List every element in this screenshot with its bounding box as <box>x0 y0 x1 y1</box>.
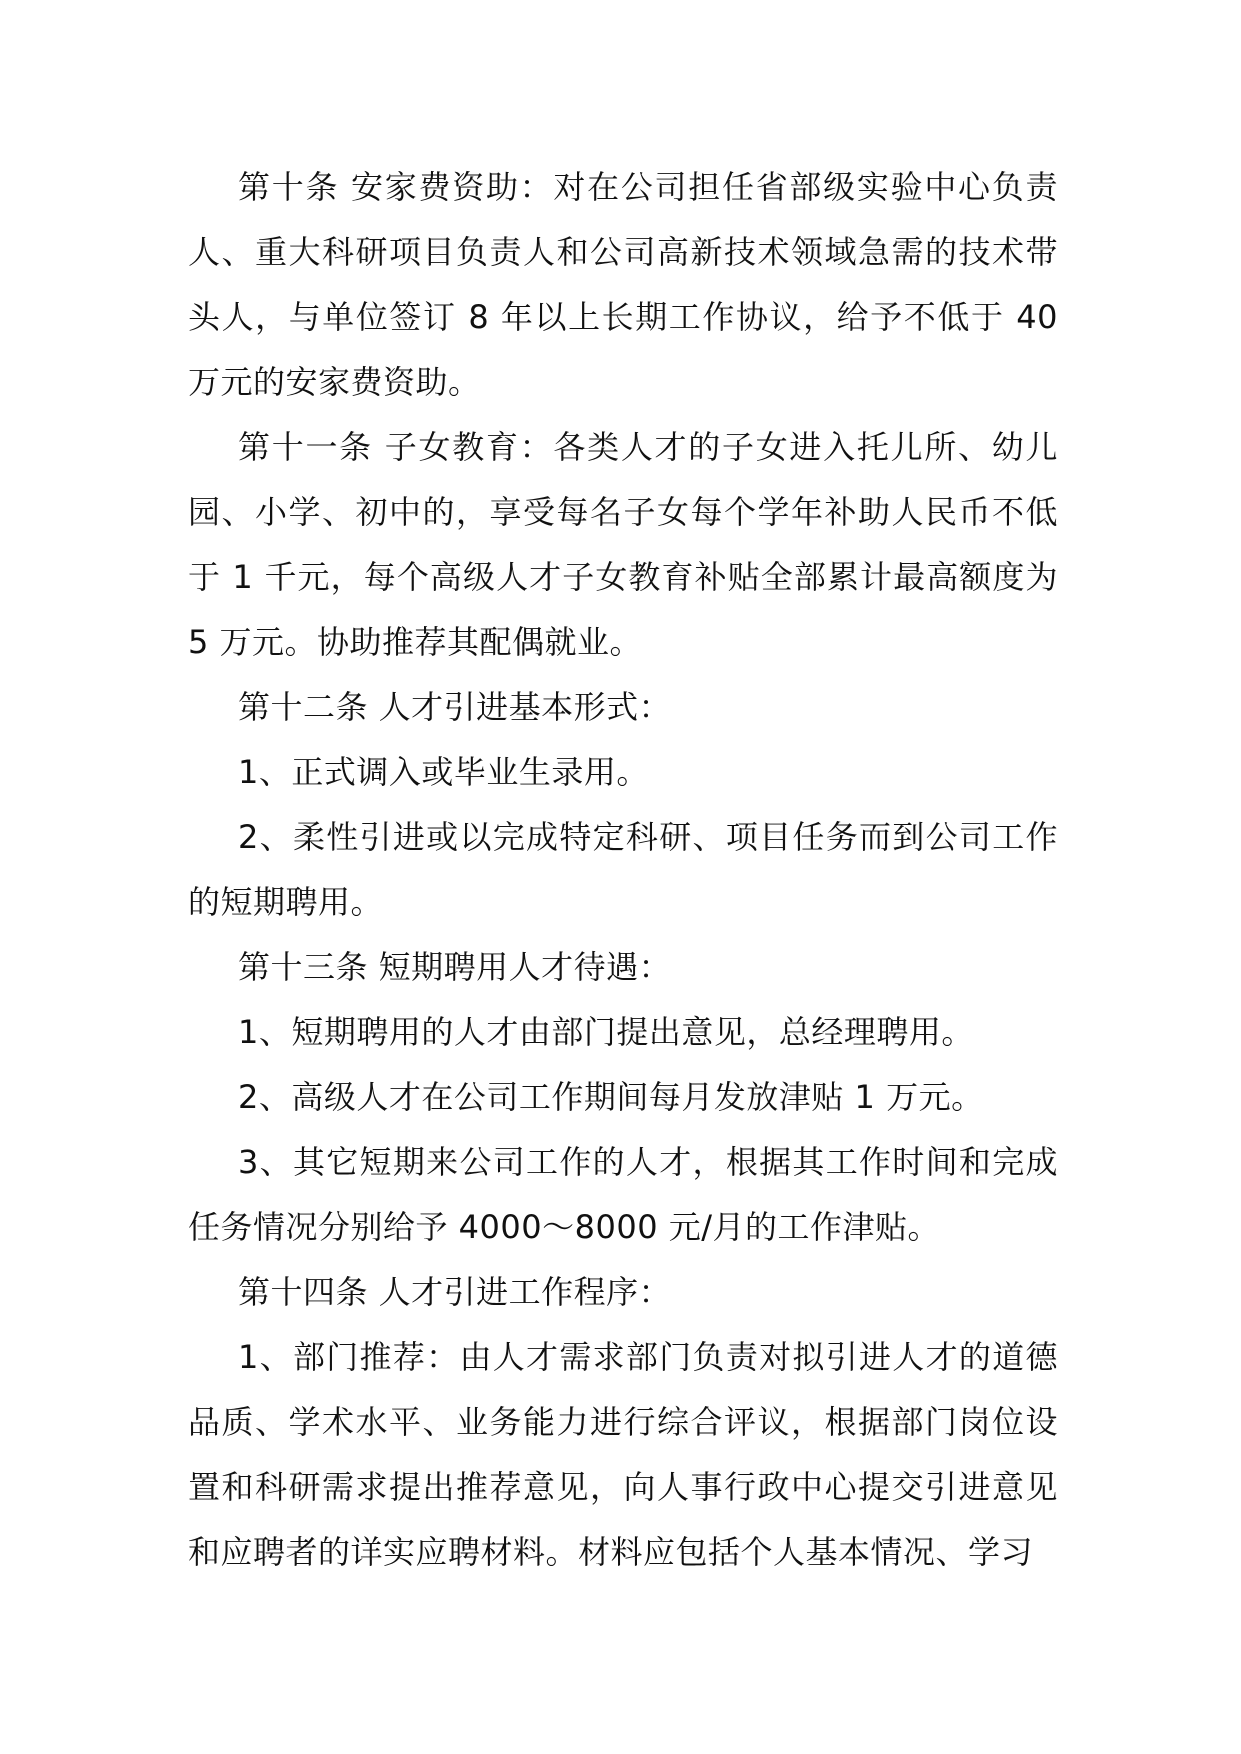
paragraph-article-11: 第十一条 子女教育：各类人才的子女进入托儿所、幼儿园、小学、初中的，享受每名子女每个学年补助人民币不低于 1 千元，每个高级人才子女教育补贴全部累计最高额度为 5 万元。协助推荐其配偶就业。 <box>188 428 1058 661</box>
paragraph-article-12: 第十二条 人才引进基本形式： <box>238 688 672 726</box>
paragraph-article-12-item-1: 1、正式调入或毕业生录用。 <box>238 753 649 791</box>
paragraph-article-12-item-2: 2、柔性引进或以完成特定科研、项目任务而到公司工作的短期聘用。 <box>188 818 1058 921</box>
paragraph-article-13-item-1: 1、短期聘用的人才由部门提出意见，总经理聘用。 <box>238 1013 974 1051</box>
document-body <box>188 155 1058 1585</box>
paragraph-article-13: 第十三条 短期聘用人才待遇： <box>238 948 672 986</box>
paragraph-article-10: 第十条 安家费资助：对在公司担任省部级实验中心负责人、重大科研项目负责人和公司高新技术领域急需的技术带头人，与单位签订 8 年以上长期工作协议，给予不低于 40 万元的安家费资助。 <box>188 168 1058 401</box>
paragraph-article-13-item-2: 2、高级人才在公司工作期间每月发放津贴 1 万元。 <box>238 1078 984 1116</box>
paragraph-article-13-item-3: 3、其它短期来公司工作的人才，根据其工作时间和完成任务情况分别给予 4000～8000 元/月的工作津贴。 <box>188 1143 1058 1246</box>
paragraph-article-14: 第十四条 人才引进工作程序： <box>238 1273 672 1311</box>
paragraph-article-14-item-1: 1、部门推荐：由人才需求部门负责对拟引进人才的道德品质、学术水平、业务能力进行综合评议，根据部门岗位设置和科研需求提出推荐意见，向人事行政中心提交引进意见和应聘者的详实应聘材料。材料应包括个人基本情况、学习 <box>188 1338 1058 1571</box>
